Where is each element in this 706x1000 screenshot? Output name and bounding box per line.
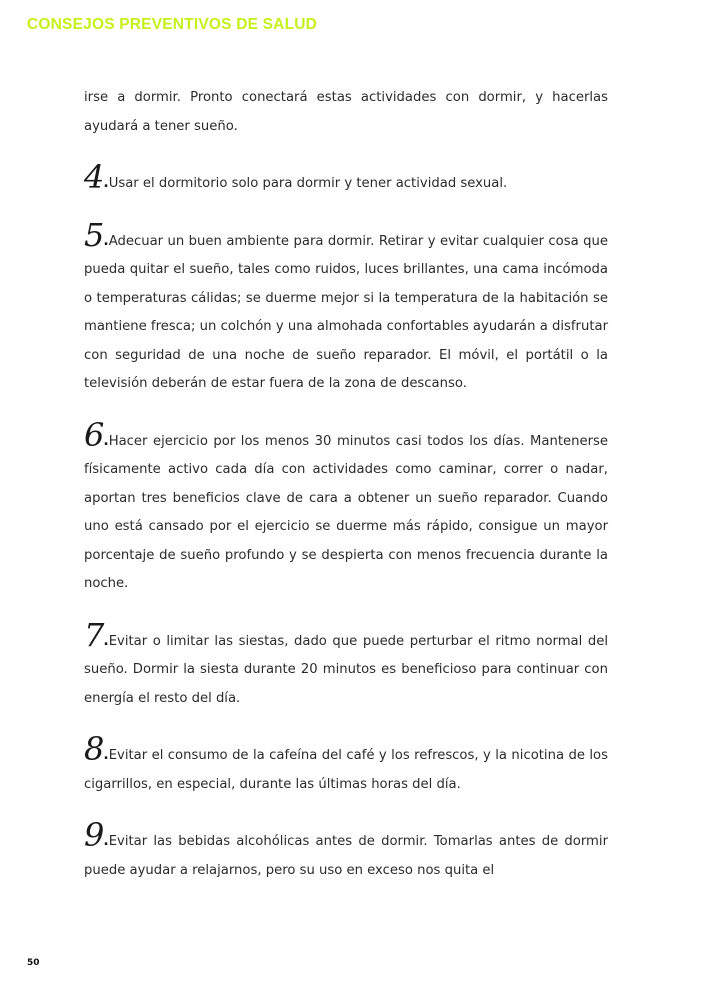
item-text: Adecuar un buen ambiente para dormir. Retirar y evitar cualquier cosa que pueda quitar el sueño, tales como ruidos, luces brillantes, una cama incómoda o temperaturas cálidas; se duerme mejor si la temperatura de la habitación se mantiene fresca; un colchón y una almohada confortables ayudarán a disfrutar con seguridad de una noche de sueño reparador. El móvil, el portátil o la televisión deberán de estar fuera de la zona de descanso. <box>84 233 608 391</box>
list-item-6 <box>84 415 608 599</box>
item-text: Usar el dormitorio solo para dormir y tener actividad sexual. <box>108 176 508 191</box>
item-dot: . <box>103 833 109 849</box>
item-dot: . <box>103 175 109 191</box>
item-dot: . <box>103 632 109 649</box>
item-dot: . <box>103 747 109 763</box>
item-number: 6 <box>84 415 104 454</box>
item-text: Evitar o limitar las siestas, dado que puede perturbar el ritmo normal del sueño. Dormir la siesta durante 20 minutos es beneficioso para continuar con energía el resto del día. <box>84 633 608 706</box>
page-number: 50 <box>27 958 40 968</box>
item-number: 8 <box>84 730 104 768</box>
item-dot: . <box>103 432 109 449</box>
body-text <box>84 84 608 885</box>
item-number: 7 <box>84 615 104 654</box>
item-text: Evitar las bebidas alcohólicas antes de dormir. Tomarlas antes de dormir puede ayudar a relajarnos, pero su uso en exceso nos quita el <box>84 834 608 878</box>
item-number: 9 <box>84 816 104 854</box>
list-item-9 <box>84 816 608 885</box>
list-item-7 <box>84 615 608 714</box>
item-text: Evitar el consumo de la cafeína del café y los refrescos, y la nicotina de los cigarrillos, en especial, durante las últimas horas del día. <box>84 748 608 792</box>
item-number: 4 <box>84 158 104 196</box>
item-dot: . <box>103 232 109 249</box>
item-number: 5 <box>84 215 104 254</box>
list-item-8 <box>84 730 608 799</box>
list-item-4 <box>84 158 608 199</box>
list-item-5 <box>84 215 608 399</box>
item-text: Hacer ejercicio por los menos 30 minutos casi todos los días. Mantenerse físicamente activo cada día con actividades como caminar, correr o nadar, aportan tres beneficios clave de cara a obtener un sueño reparador. Cuando uno está cansado por el ejercicio se duerme más rápido, consigue un mayor porcentaje de sueño profundo y se despierta con menos frecuencia durante la noche. <box>84 433 608 591</box>
continuation-paragraph: irse a dormir. Pronto conectará estas actividades con dormir, y hacerlas ayudará a tener sueño. <box>84 90 608 134</box>
section-header: CONSEJOS PREVENTIVOS DE SALUD <box>27 16 318 33</box>
